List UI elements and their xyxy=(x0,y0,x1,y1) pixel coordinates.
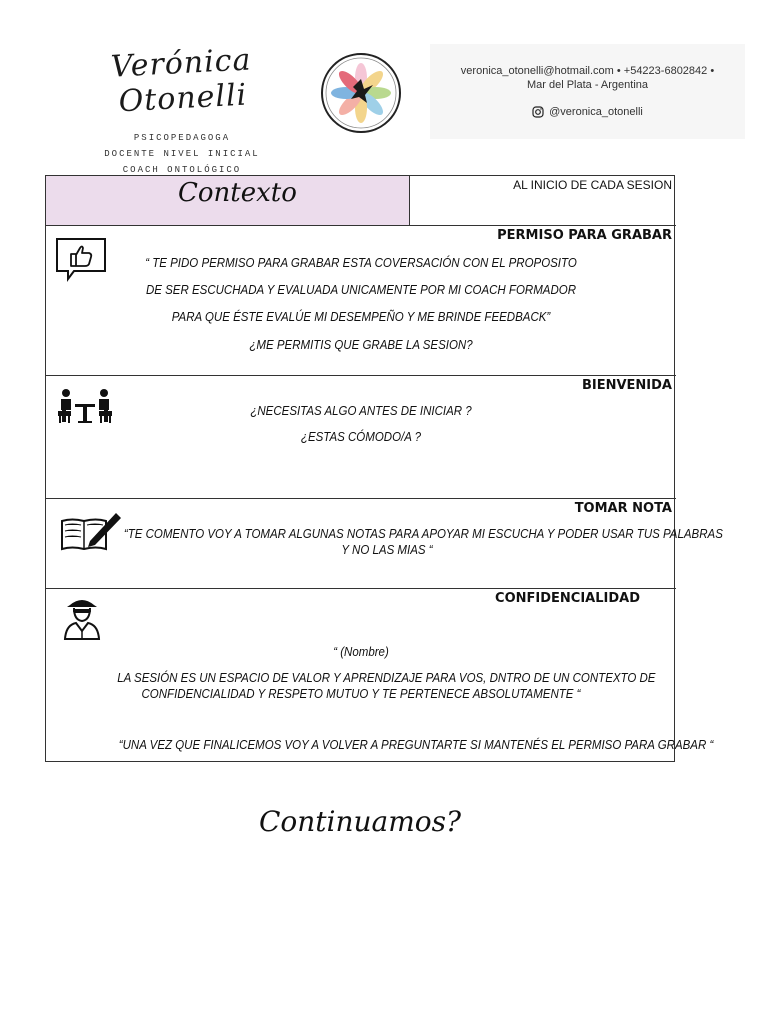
title-row xyxy=(46,176,676,226)
text-line: CONFIDENCIALIDAD Y RESPETO MUTUO Y TE PERTENECE ABSOLUTAMENTE “ xyxy=(141,687,581,701)
contact-location: Mar del Plata - Argentina xyxy=(526,79,649,91)
closing-line: “UNA VEZ QUE FINALICEMOS VOY A VOLVER A PREGUNTARTE SI MANTENÉS EL PERMISO PARA GRABAR “ xyxy=(118,738,714,752)
notebook-pen-icon xyxy=(60,507,124,558)
flower-logo-icon xyxy=(320,52,402,134)
section-heading: BIENVENIDA xyxy=(581,378,672,393)
title-note: AL INICIO DE CADA SESION xyxy=(513,178,672,192)
text-line: DE SER ESCUCHADA Y EVALUADA UNICAMENTE POR MI COACH FORMADOR xyxy=(145,283,577,297)
section-confidencialidad xyxy=(46,589,714,761)
instagram-label: @veronica_otonelli xyxy=(549,106,643,118)
section-heading: PERMISO PARA GRABAR xyxy=(497,228,672,243)
name-line: “ (Nombre) xyxy=(333,645,389,659)
section-heading: CONFIDENCIALIDAD xyxy=(495,591,640,606)
text-line: “ TE PIDO PERMISO PARA GRABAR ESTA COVERSACIÓN CON EL PROPOSITO xyxy=(145,256,577,270)
meeting-people-icon xyxy=(58,388,112,431)
role-line: DOCENTE NIVEL INICIAL xyxy=(104,149,260,159)
text-line: LA SESIÓN ES UN ESPACIO DE VALOR Y APRENDIZAJE PARA VOS, DNTRO DE UN CONTEXTO DE xyxy=(117,671,656,685)
section-tomar-nota xyxy=(46,499,723,589)
thumbs-up-speech-icon xyxy=(54,236,110,287)
role-line: COACH ONTOLÓGICO xyxy=(122,165,242,175)
contact-email-phone: veronica_otonelli@hotmail.com • +54223-6802842 • xyxy=(460,65,715,77)
text-line: Y NO LAS MIAS “ xyxy=(341,543,433,557)
brand-roles xyxy=(92,130,272,178)
brand-block xyxy=(92,42,272,175)
section-bienvenida xyxy=(46,376,676,499)
text-line: ¿NECESITAS ALGO ANTES DE INICIAR ? xyxy=(250,404,472,418)
instagram-handle[interactable] xyxy=(532,106,643,118)
text-line: PARA QUE ÉSTE EVALÚE MI DESEMPEÑO Y ME BRINDE FEEDBACK” xyxy=(171,310,551,324)
section-heading: TOMAR NOTA xyxy=(574,501,672,516)
spy-person-icon xyxy=(62,595,102,646)
card-title: Contexto xyxy=(178,178,297,208)
text-line: ¿ESTAS CÓMODO/A ? xyxy=(300,430,422,444)
text-line: ¿ME PERMITIS QUE GRABE LA SESION? xyxy=(249,338,473,352)
role-line: PSICOPEDAGOGA xyxy=(133,133,231,143)
text-line: “TE COMENTO VOY A TOMAR ALGUNAS NOTAS PARA APOYAR MI ESCUCHA Y PODER USAR TUS PALABRAS xyxy=(123,527,723,541)
section-permiso xyxy=(46,226,676,376)
brand-name: Verónica Otonelli xyxy=(109,42,253,120)
title-cell xyxy=(46,176,410,225)
context-card xyxy=(45,175,723,762)
contact-box xyxy=(430,44,745,139)
instagram-icon xyxy=(532,106,544,118)
continue-heading: Continuamos? xyxy=(258,805,462,838)
